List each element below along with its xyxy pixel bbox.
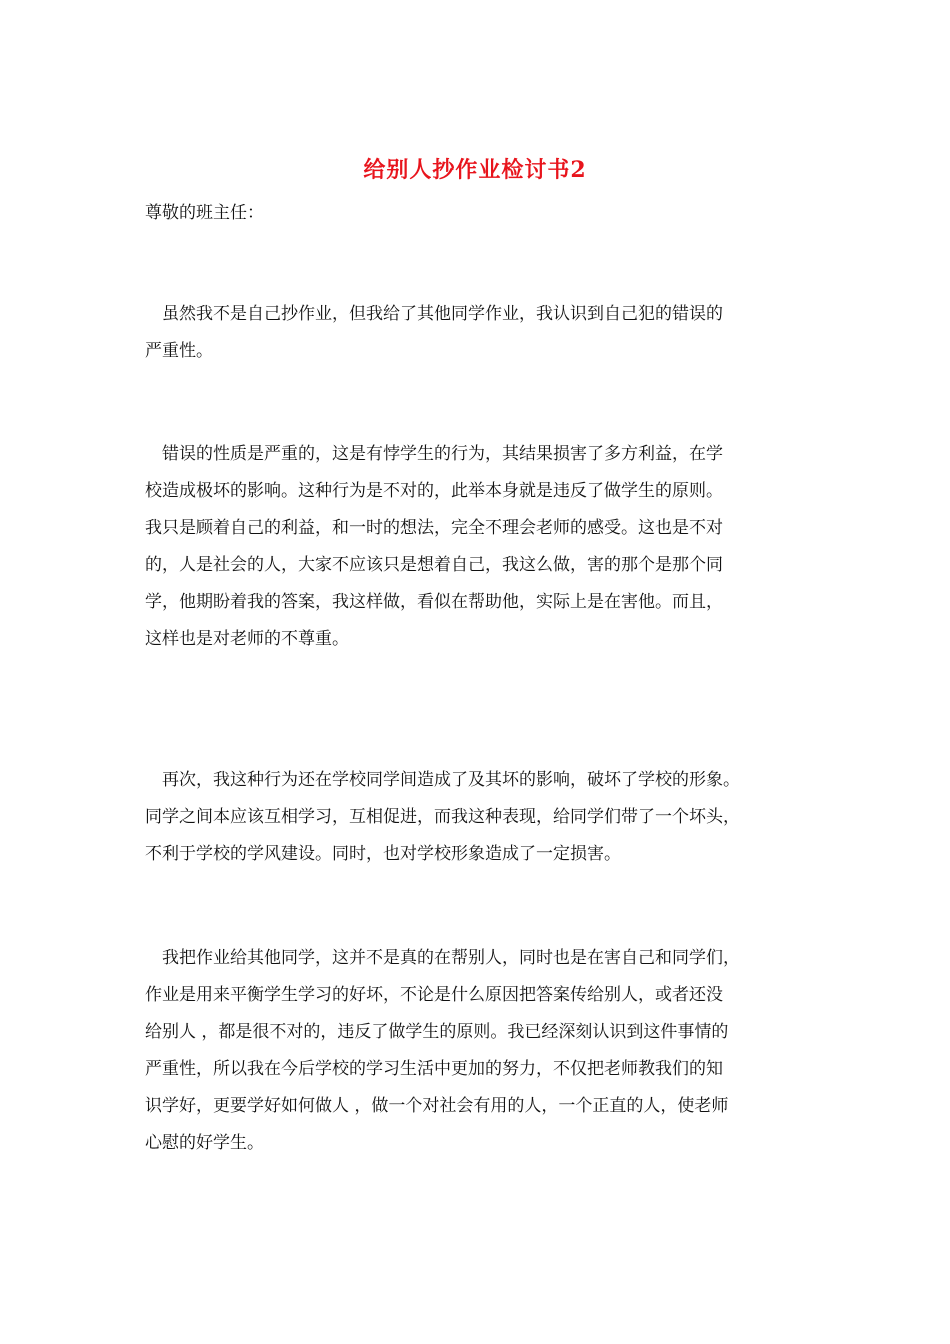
paragraph-line: 再次，我这种行为还在学校同学间造成了及其坏的影响，破坏了学校的形象。 (145, 770, 740, 790)
paragraph-line: 我把作业给其他同学，这并不是真的在帮别人，同时也是在害自己和同学们， (145, 948, 740, 968)
paragraph-line: 我只是顾着自己的利益，和一时的想法，完全不理会老师的感受。这也是不对 (145, 518, 723, 538)
paragraph-line: 心慰的好学生。 (145, 1133, 264, 1153)
paragraph-line: 校造成极坏的影响。这种行为是不对的，此举本身就是违反了做学生的原则。 (145, 481, 723, 501)
paragraph-line: 严重性。 (145, 341, 213, 361)
paragraph-1 (145, 296, 810, 370)
paragraph-line: 虽然我不是自己抄作业，但我给了其他同学作业，我认识到自己犯的错误的 (145, 304, 723, 324)
paragraph-line: 严重性，所以我在今后学校的学习生活中更加的努力，不仅把老师教我们的知 (145, 1059, 723, 1079)
paragraph-2 (145, 436, 810, 658)
paragraph-3 (145, 762, 810, 873)
paragraph-line: 不利于学校的学风建设。同时，也对学校形象造成了一定损害。 (145, 844, 621, 864)
paragraph-line: 给别人 ，都是很不对的，违反了做学生的原则。我已经深刻认识到这件事情的 (145, 1022, 729, 1042)
paragraph-line: 学，他期盼着我的答案，我这样做，看似在帮助他，实际上是在害他。而且， (145, 592, 723, 612)
paragraph-line: 这样也是对老师的不尊重。 (145, 629, 349, 649)
document-title: 给别人抄作业检讨书2 (363, 157, 587, 183)
salutation: 尊敬的班主任： (145, 203, 264, 223)
paragraph-line: 作业是用来平衡学生学习的好坏，不论是什么原因把答案传给别人，或者还没 (145, 985, 723, 1005)
paragraph-4 (145, 940, 810, 1162)
paragraph-line: 错误的性质是严重的，这是有悖学生的行为，其结果损害了多方利益，在学 (145, 444, 723, 464)
paragraph-line: 的，人是社会的人，大家不应该只是想着自己，我这么做，害的那个是那个同 (145, 555, 723, 575)
paragraph-line: 同学之间本应该互相学习，互相促进，而我这种表现，给同学们带了一个坏头， (145, 807, 740, 827)
paragraph-line: 识学好，更要学好如何做人 ，做一个对社会有用的人，一个正直的人，使老师 (145, 1096, 729, 1116)
